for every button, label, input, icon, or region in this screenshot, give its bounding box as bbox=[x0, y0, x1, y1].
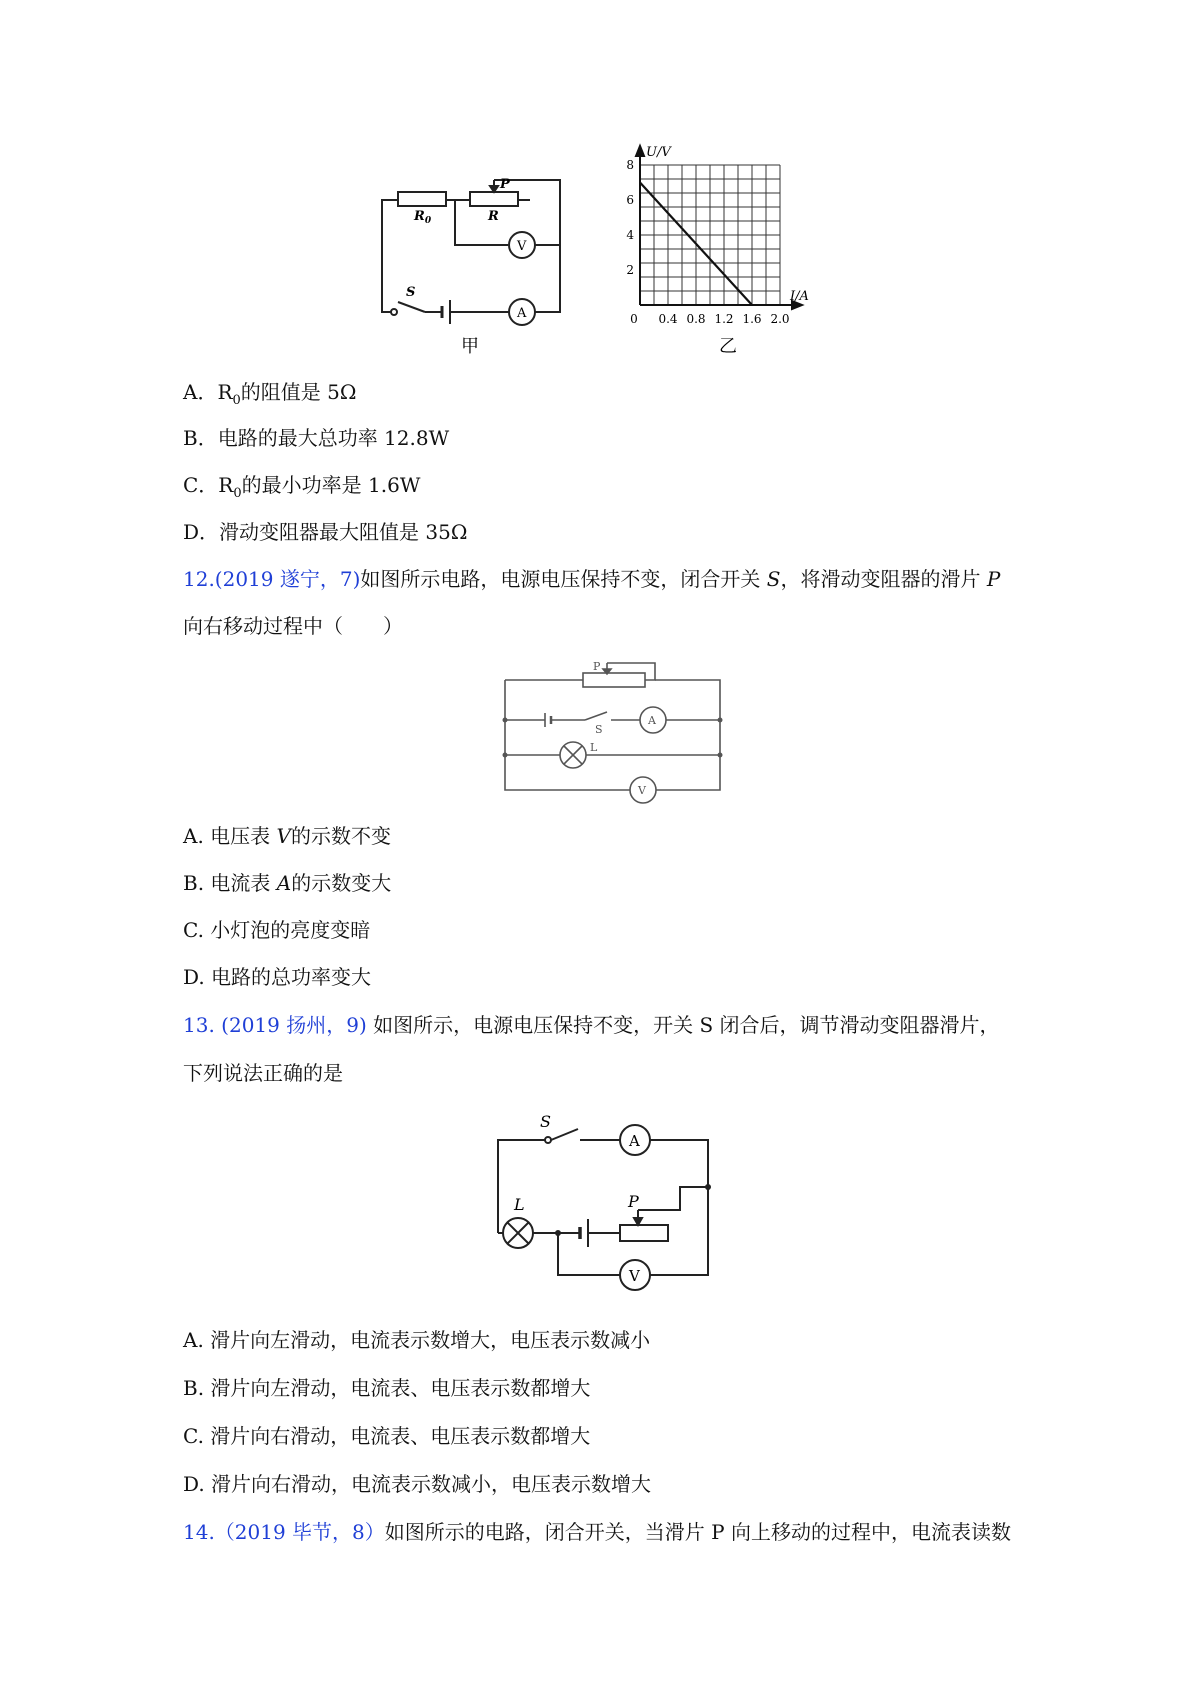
q13-stem: 13. (2019 扬州，9) 如图所示，电源电压保持不变，开关 S 闭合后，调节滑动变阻器滑片， bbox=[183, 1013, 1000, 1037]
q13-option-c: C. 滑片向右滑动，电流表、电压表示数都增大 bbox=[183, 1424, 591, 1448]
x-tick-label: 0 bbox=[630, 312, 638, 326]
q11-option-c: C．$R_0$的最小功率是 1.6W bbox=[183, 473, 421, 501]
q12-option-c: C. 小灯泡的亮度变暗 bbox=[183, 918, 371, 942]
circuit-diagram-q12 bbox=[495, 655, 735, 815]
q13-option-d: D. 滑片向右滑动，电流表示数减小，电压表示数增大 bbox=[183, 1472, 652, 1496]
q12-option-d: D. 电路的总功率变大 bbox=[183, 965, 372, 989]
x-tick-label: 1.6 bbox=[742, 312, 762, 326]
caption-jia: 甲 bbox=[461, 336, 479, 357]
graph-ylabel: U/V bbox=[646, 145, 671, 160]
q13-stem-line2: 下列说法正确的是 bbox=[183, 1061, 343, 1085]
q12-p-label: P bbox=[593, 660, 601, 673]
q13-option-b: B. 滑片向左滑动，电流表、电压表示数都增大 bbox=[183, 1376, 591, 1400]
y-tick-label: 2 bbox=[626, 263, 634, 277]
q13-voltmeter-label: V bbox=[629, 1267, 640, 1285]
q11-option-a: A．$R_0$的阻值是 5Ω bbox=[183, 380, 357, 408]
q12-option-b: B. 电流表 A的示数变大 bbox=[183, 871, 392, 895]
q12-stem-line2: 向右移动过程中（ ） bbox=[183, 614, 403, 638]
q13-p-label: P bbox=[628, 1192, 639, 1211]
voltmeter-label: V bbox=[517, 239, 527, 254]
graph-xlabel: I/A bbox=[790, 289, 809, 304]
q12-lamp-label: L bbox=[590, 741, 598, 754]
caption-yi: 乙 bbox=[719, 336, 737, 357]
y-tick-label: 6 bbox=[626, 193, 634, 207]
y-tick-label: 4 bbox=[626, 228, 634, 242]
q11-option-d: D．滑动变阻器最大阻值是 35Ω bbox=[183, 520, 468, 544]
q13-lamp-label: L bbox=[514, 1195, 525, 1214]
x-tick-label: 0.8 bbox=[686, 312, 706, 326]
p-label: P bbox=[500, 177, 510, 192]
circuit-diagram-q13 bbox=[490, 1115, 750, 1305]
u-i-graph-yi bbox=[620, 140, 840, 360]
x-tick-label: 2.0 bbox=[770, 312, 790, 326]
circuit-diagram-jia bbox=[370, 160, 590, 360]
q13-source: 13. (2019 扬州，9) bbox=[183, 1013, 367, 1037]
q14-stem: 14.（2019 毕节，8）如图所示的电路，闭合开关，当滑片 P 向上移动的过程中，电流表读数 bbox=[183, 1520, 1011, 1544]
q12-ammeter-label: A bbox=[648, 714, 656, 727]
q13-switch-label: S bbox=[540, 1115, 551, 1131]
q12-stem: 12.(2019 遂宁，7)如图所示电路，电源电压保持不变，闭合开关 S，将滑动变阻器的滑片 P bbox=[183, 567, 1001, 591]
r0-label: $R_0$ bbox=[414, 209, 432, 226]
q13-option-a: A. 滑片向左滑动，电流表示数增大，电压表示数减小 bbox=[183, 1328, 651, 1352]
q12-s-label: S bbox=[595, 723, 603, 736]
q14-source: 14.（2019 毕节，8） bbox=[183, 1520, 385, 1544]
x-tick-label: 0.4 bbox=[658, 312, 678, 326]
ammeter-label: A bbox=[517, 306, 527, 321]
switch-label: S bbox=[406, 285, 416, 300]
r-label: R bbox=[488, 209, 499, 224]
q13-ammeter-label: A bbox=[629, 1132, 640, 1150]
q12-source: 12.(2019 遂宁，7) bbox=[183, 567, 361, 591]
q12-voltmeter-label: V bbox=[638, 784, 646, 797]
x-tick-label: 1.2 bbox=[714, 312, 734, 326]
q12-option-a: A. 电压表 V的示数不变 bbox=[183, 824, 391, 848]
q11-option-b: B．电路的最大总功率 12.8W bbox=[183, 426, 450, 450]
y-tick-label: 8 bbox=[626, 158, 634, 172]
graph-grid bbox=[640, 165, 780, 305]
